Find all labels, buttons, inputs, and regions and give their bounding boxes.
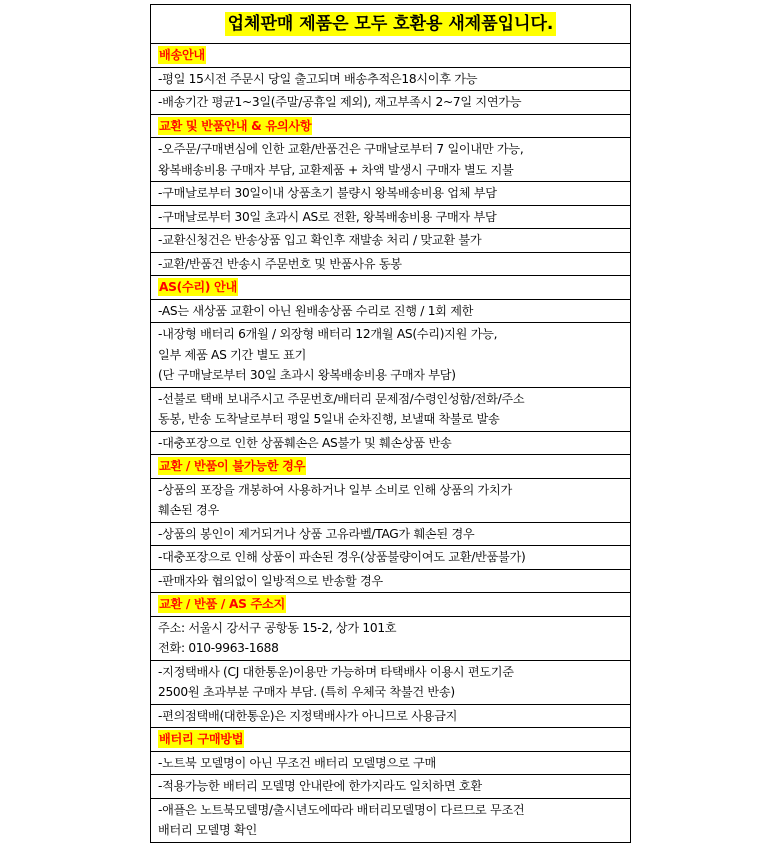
info-row (151, 660, 631, 704)
info-row (151, 616, 631, 660)
info-cell (151, 387, 631, 431)
info-line: -선불로 택배 보내주시고 주문번호/배터리 문제점/수령인성함/전화/주소 (158, 391, 525, 406)
info-row (151, 704, 631, 728)
info-row (151, 182, 631, 206)
section-header-row (151, 728, 631, 752)
info-line: -구매날로부터 30일이내 상품초기 불량시 왕복배송비용 업체 부담 (158, 186, 497, 200)
info-line: (단 구매날로부터 30일 초과시 왕복배송비용 구매자 부담) (158, 368, 456, 382)
info-cell (151, 798, 631, 842)
info-line: -노트북 모델명이 아닌 무조건 배터리 모델명으로 구매 (158, 755, 436, 770)
info-line: -교환신청건은 반송상품 입고 확인후 재발송 처리 / 맞교환 불가 (158, 233, 482, 247)
info-row (151, 387, 631, 431)
section-header: AS(수리) 안내 (159, 280, 237, 294)
info-cell (151, 138, 631, 182)
info-row (151, 546, 631, 570)
info-line: -판매자와 협의없이 일방적으로 반송할 경우 (158, 573, 383, 588)
info-cell (151, 478, 631, 522)
info-cell (151, 182, 631, 206)
title-cell (151, 5, 631, 44)
info-row (151, 299, 631, 323)
info-line: -편의점택배(대한통운)은 지정택배사가 아니므로 사용금지 (158, 708, 458, 723)
section-header: 교환 및 반품안내 & 유의사항 (159, 118, 312, 133)
info-row (151, 67, 631, 91)
info-line: -적용가능한 배터리 모델명 안내란에 한가지라도 일치하면 호환 (158, 779, 482, 793)
info-cell (151, 91, 631, 115)
info-line: 배터리 모델명 확인 (158, 823, 257, 837)
info-cell (151, 546, 631, 570)
info-cell (151, 431, 631, 455)
section-header: 배송안내 (159, 48, 205, 62)
info-row (151, 751, 631, 775)
info-line: 훼손된 경우 (158, 503, 219, 517)
section-header-cell (151, 593, 631, 617)
section-header-row (151, 593, 631, 617)
info-line: 주소: 서울시 강서구 공항동 15-2, 상가 101호 (158, 620, 397, 635)
info-row (151, 775, 631, 799)
info-line: -AS는 새상품 교환이 아닌 원배송상품 수리로 진행 / 1회 제한 (158, 303, 474, 318)
info-row (151, 229, 631, 253)
info-line: -상품의 봉인이 제거되거나 상품 고유라벨/TAG가 훼손된 경우 (158, 526, 475, 541)
info-row (151, 323, 631, 388)
section-header-row (151, 276, 631, 300)
info-cell (151, 775, 631, 799)
info-line: -내장형 배터리 6개월 / 외장형 배터리 12개월 AS(수리)지원 가능, (158, 327, 498, 341)
info-line: 전화: 010-9963-1688 (158, 641, 279, 655)
section-header-row (151, 114, 631, 138)
info-line: -상품의 포장을 개봉하여 사용하거나 일부 소비로 인해 상품의 가치가 (158, 482, 512, 497)
section-header: 교환 / 반품 / AS 주소지 (159, 597, 285, 611)
info-line: -애플은 노트북모델명/출시년도에따라 배터리모델명이 다르므로 무조건 (158, 802, 525, 817)
info-cell (151, 569, 631, 593)
info-line: -대충포장으로 인해 상품이 파손된 경우(상품불량이여도 교환/반품불가) (158, 550, 526, 564)
info-cell (151, 299, 631, 323)
info-row (151, 91, 631, 115)
info-row (151, 798, 631, 842)
section-header-cell (151, 455, 631, 479)
info-line: -평일 15시전 주문시 당일 출고되며 배송추적은18시이후 가능 (158, 71, 478, 86)
page-title: 업체판매 제품은 모두 호환용 새제품입니다. (225, 12, 557, 36)
info-row (151, 205, 631, 229)
info-row (151, 138, 631, 182)
section-header-cell (151, 276, 631, 300)
info-cell (151, 522, 631, 546)
section-header-cell (151, 114, 631, 138)
section-header-row (151, 455, 631, 479)
section-header: 배터리 구매방법 (159, 732, 244, 746)
info-cell (151, 704, 631, 728)
notice-table (150, 4, 631, 843)
info-line: -오주문/구매변심에 인한 교환/반품건은 구매날로부터 7 일이내만 가능, (158, 142, 524, 156)
info-cell (151, 205, 631, 229)
info-cell (151, 616, 631, 660)
info-line: -교환/반품건 반송시 주문번호 및 반품사유 동봉 (158, 256, 402, 271)
info-row (151, 569, 631, 593)
info-line: -구매날로부터 30일 초과시 AS로 전환, 왕복배송비용 구매자 부담 (158, 209, 497, 224)
info-row (151, 478, 631, 522)
info-row (151, 431, 631, 455)
info-line: 왕복배송비용 구매자 부담, 교환제품 + 차액 발생시 구매자 별도 지불 (158, 162, 514, 177)
section-header-cell (151, 728, 631, 752)
section-header-row (151, 44, 631, 68)
info-line: 일부 제품 AS 기간 별도 표기 (158, 347, 307, 362)
section-header-cell (151, 44, 631, 68)
info-cell (151, 229, 631, 253)
info-cell (151, 323, 631, 388)
info-line: -지정택배사 (CJ 대한통운)이용만 가능하며 타택배사 이용시 편도기준 (158, 664, 514, 679)
info-cell (151, 252, 631, 276)
info-line: -배송기간 평균1~3일(주말/공휴일 제외), 재고부족시 2~7일 지연가능 (158, 95, 522, 109)
info-row (151, 252, 631, 276)
title-row (151, 5, 631, 44)
info-line: 동봉, 반송 도착날로부터 평일 5일내 순차진행, 보낼때 착불로 발송 (158, 412, 500, 426)
info-row (151, 522, 631, 546)
info-line: 2500원 초과부분 구매자 부담. (특히 우체국 착불건 반송) (158, 685, 455, 699)
info-cell (151, 751, 631, 775)
info-cell (151, 67, 631, 91)
info-cell (151, 660, 631, 704)
section-header: 교환 / 반품이 불가능한 경우 (159, 459, 306, 473)
info-line: -대충포장으로 인한 상품훼손은 AS불가 및 훼손상품 반송 (158, 435, 452, 450)
